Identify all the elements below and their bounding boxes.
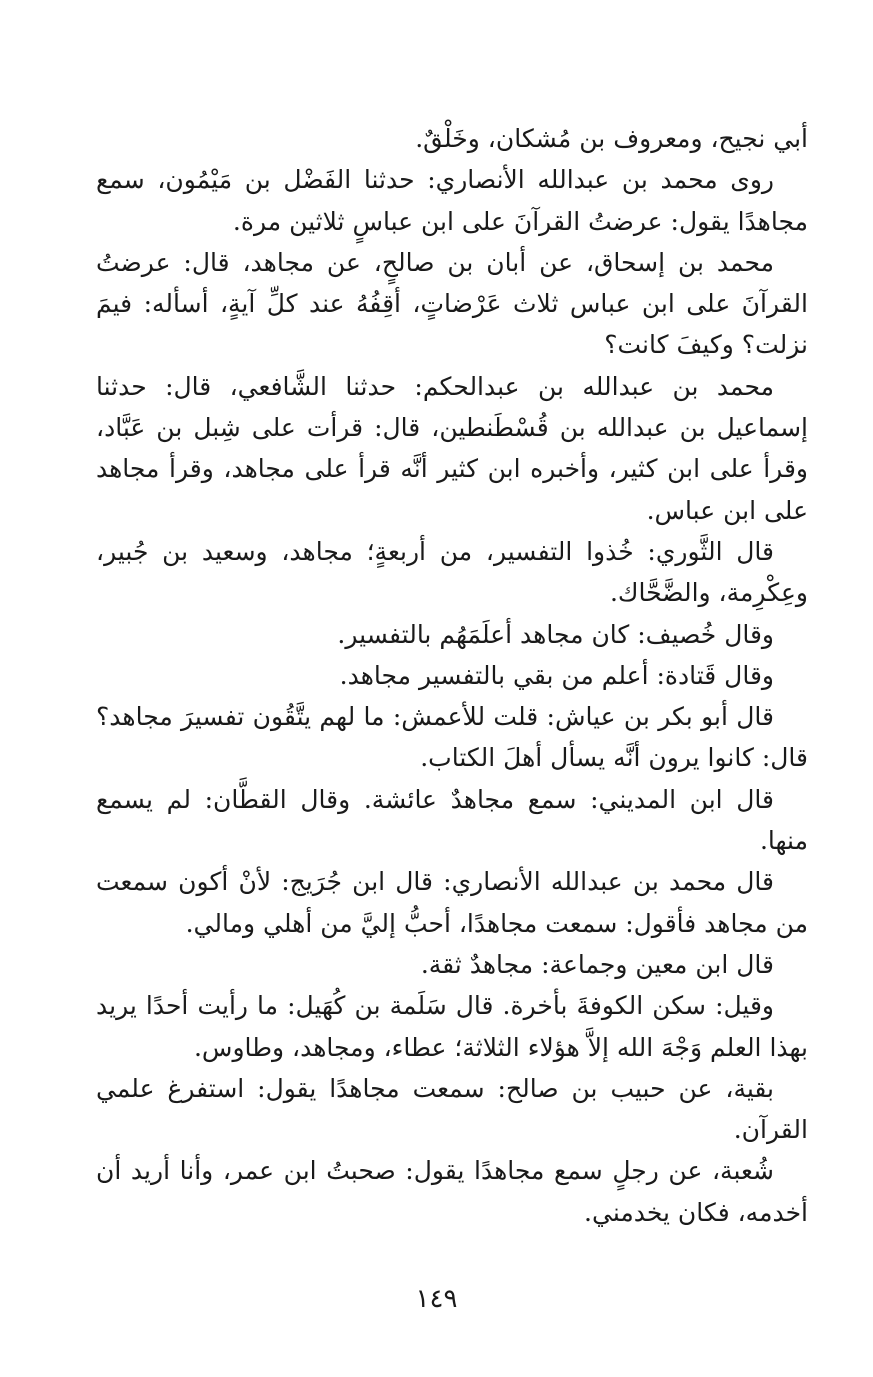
paragraph-4: محمد بن عبدالله بن عبدالحكم: حدثنا الشَّافعي، قال: حدثنا إسماعيل بن عبدالله بن قُسْطَنطين، قال: قرأت على شِبل بن عَبَّاد، وقرأ على ابن كثير، وأخبره ابن كثير أنَّه قرأ على مجاهد، وقرأ مجاهد على ابن عباس. <box>96 371 808 525</box>
paragraph-14: شُعبة، عن رجلٍ سمع مجاهدًا يقول: صحبتُ ابن عمر، وأنا أريد أن أخدمه، فكان يخدمني. <box>96 1156 808 1227</box>
paragraph-1: أبي نجيح، ومعروف بن مُشكان، وخَلْقٌ. <box>415 124 808 153</box>
paragraph-2: روى محمد بن عبدالله الأنصاري: حدثنا الفَضْل بن مَيْمُون، سمع مجاهدًا يقول: عرضتُ القرآنَ على ابن عباسٍ ثلاثين مرة. <box>96 165 808 236</box>
paragraph-3: محمد بن إسحاق، عن أبان بن صالحٍ، عن مجاهد، قال: عرضتُ القرآنَ على ابن عباس ثلاث عَرْضاتٍ، أقِفُهُ عند كلِّ آيةٍ، أسأله: فيمَ نزلت؟ وكيفَ كانت؟ <box>96 247 808 360</box>
paragraph-11: قال ابن معين وجماعة: مجاهدٌ ثقة. <box>420 949 774 979</box>
paragraph-9: قال ابن المديني: سمع مجاهدٌ عائشة. وقال القطَّان: لم يسمع منها. <box>96 784 808 856</box>
paragraph-13: بقية، عن حبيب بن صالح: سمعت مجاهدًا يقول: استفرغ علمي القرآن. <box>96 1073 808 1145</box>
paragraph-10: قال محمد بن عبدالله الأنصاري: قال ابن جُرَيج: لأنْ أكون سمعت من مجاهد فأقول: سمعت مجاهدًا، أحبُّ إليَّ من أهلي ومالي. <box>96 867 808 938</box>
paragraph-8: قال أبو بكر بن عياش: قلت للأعمش: ما لهم يتَّقُون تفسيرَ مجاهد؟ قال: كانوا يرون أنَّه يسأل أهلَ الكتاب. <box>96 702 808 773</box>
page-number: ١٤٩ <box>415 1284 458 1314</box>
paragraph-5: قال الثَّوري: خُذوا التفسير، من أربعةٍ؛ مجاهد، وسعيد بن جُبير، وعِكْرِمة، والضَّحَّاك. <box>96 536 808 608</box>
paragraph-7: وقال قَتادة: أعلم من بقي بالتفسير مجاهد. <box>339 660 774 690</box>
page-body-text <box>96 118 808 1233</box>
paragraph-12: وقيل: سكن الكوفةَ بأخرة. قال سَلَمة بن كُهَيل: ما رأيت أحدًا يريد بهذا العلم وَجْهَ الله إلاَّ هؤلاء الثلاثة؛ عطاء، ومجاهد، وطاوس. <box>96 991 808 1062</box>
paragraph-6: وقال خُصيف: كان مجاهد أعلَمَهُم بالتفسير. <box>337 619 774 649</box>
